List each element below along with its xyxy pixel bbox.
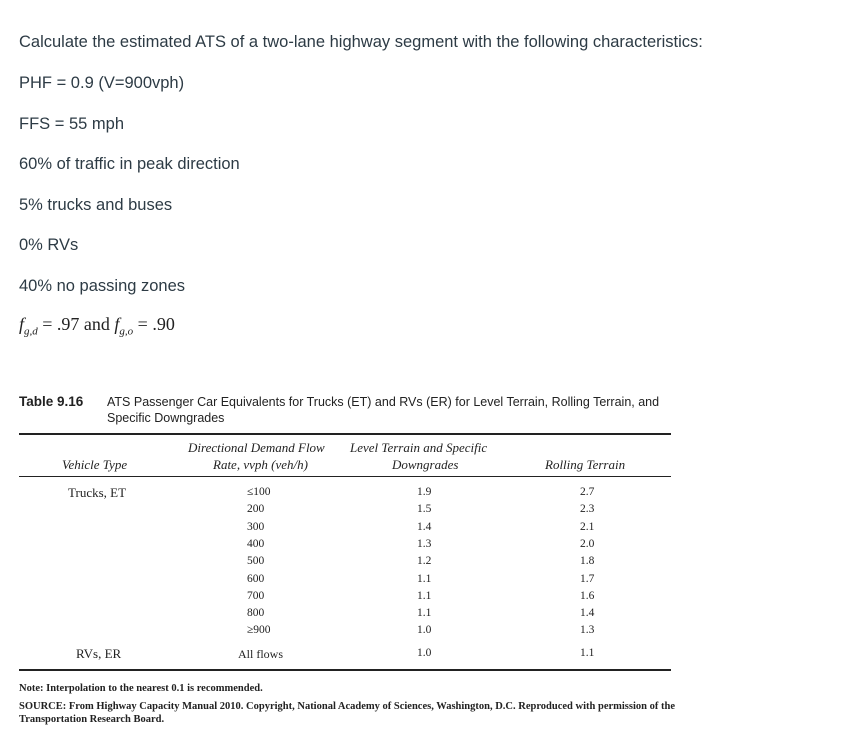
ffs-line: FFS = 55 mph [19,115,125,133]
trucks-line: 5% trucks and buses [19,196,173,214]
truck-level-cell: 1.9 [417,486,432,498]
table-number: Table 9.16 [19,394,84,409]
truck-flow-cell: ≤100 [247,486,271,498]
rv-rolling-cell: 1.1 [580,647,595,659]
header-rolling: Rolling Terrain [545,457,626,472]
math-eq1: = .97 and [37,314,115,334]
header-flow-line1: Directional Demand Flow [188,440,325,455]
math-eq2: = .90 [133,314,175,334]
truck-level-cell: 1.0 [417,624,432,637]
header-rule [19,476,671,477]
truck-rolling-cell: 1.8 [580,555,595,568]
truck-flow-cell: 300 [247,520,265,533]
truck-level-cell: 1.5 [417,503,432,516]
header-vehicle-type: Vehicle Type [62,457,128,472]
peak-direction-line: 60% of traffic in peak direction [19,155,240,173]
truck-rolling-cell: 1.3 [580,624,595,637]
table-note: Note: Interpolation to the nearest 0.1 is recommended. [19,683,263,694]
table-source: SOURCE: From Highway Capacity Manual 2010. Copyright, National Academy of Sciences, Washington, D.C. Reproduced with permission of the Transportation Research Board. [19,701,675,725]
math-f1: f [19,314,25,334]
table-bottom-rule [19,669,671,671]
truck-level-cell: 1.4 [417,520,432,533]
truck-level-cell: 1.3 [417,537,432,550]
truck-level-cell: 1.1 [417,572,432,585]
header-level-line2: Downgrades [392,457,459,472]
trucks-label: Trucks, ET [68,485,127,500]
table-title: ATS Passenger Car Equivalents for Trucks (ET) and RVs (ER) for Level Terrain, Rolling Terrain, and Specific Downgrades [107,395,660,425]
math-sub2: g,o [119,325,134,338]
truck-level-cell: 1.1 [417,607,432,620]
truck-rolling-cell: 2.0 [580,537,595,550]
truck-level-cell: 1.1 [417,589,432,602]
truck-flow-cell: 800 [247,607,265,620]
header-level-line1: Level Terrain and Specific [350,440,488,455]
truck-flow-cell: 200 [247,503,265,516]
rv-level-cell: 1.0 [417,647,432,659]
question-intro: Calculate the estimated ATS of a two-lane highway segment with the following characteristics: [19,33,703,51]
truck-flow-cell: 400 [247,537,265,550]
truck-level-cell: 1.2 [417,555,432,568]
no-passing-line: 40% no passing zones [19,277,186,295]
rvs-line: 0% RVs [19,236,79,254]
math-sub1: g,d [24,325,38,338]
table-top-rule [19,433,671,435]
truck-rolling-cell: 2.1 [580,520,595,533]
header-flow-line2: Rate, vvph (veh/h) [213,457,308,472]
truck-rolling-cell: 2.7 [580,486,595,498]
grade-factors-formula [19,314,175,338]
truck-flow-cell: 500 [247,555,265,568]
phf-line: PHF = 0.9 (V=900vph) [19,74,185,92]
truck-rolling-cell: 1.7 [580,572,595,585]
rvs-label: RVs, ER [76,646,122,661]
truck-flow-cell: 600 [247,572,265,585]
rv-flow-cell: All flows [238,647,283,661]
truck-rolling-cell: 1.4 [580,607,595,620]
truck-rolling-cell: 1.6 [580,589,595,602]
math-f2: f [114,314,120,334]
truck-rolling-cell: 2.3 [580,503,595,516]
truck-flow-cell: 700 [247,589,265,602]
truck-flow-cell: ≥900 [247,624,271,637]
